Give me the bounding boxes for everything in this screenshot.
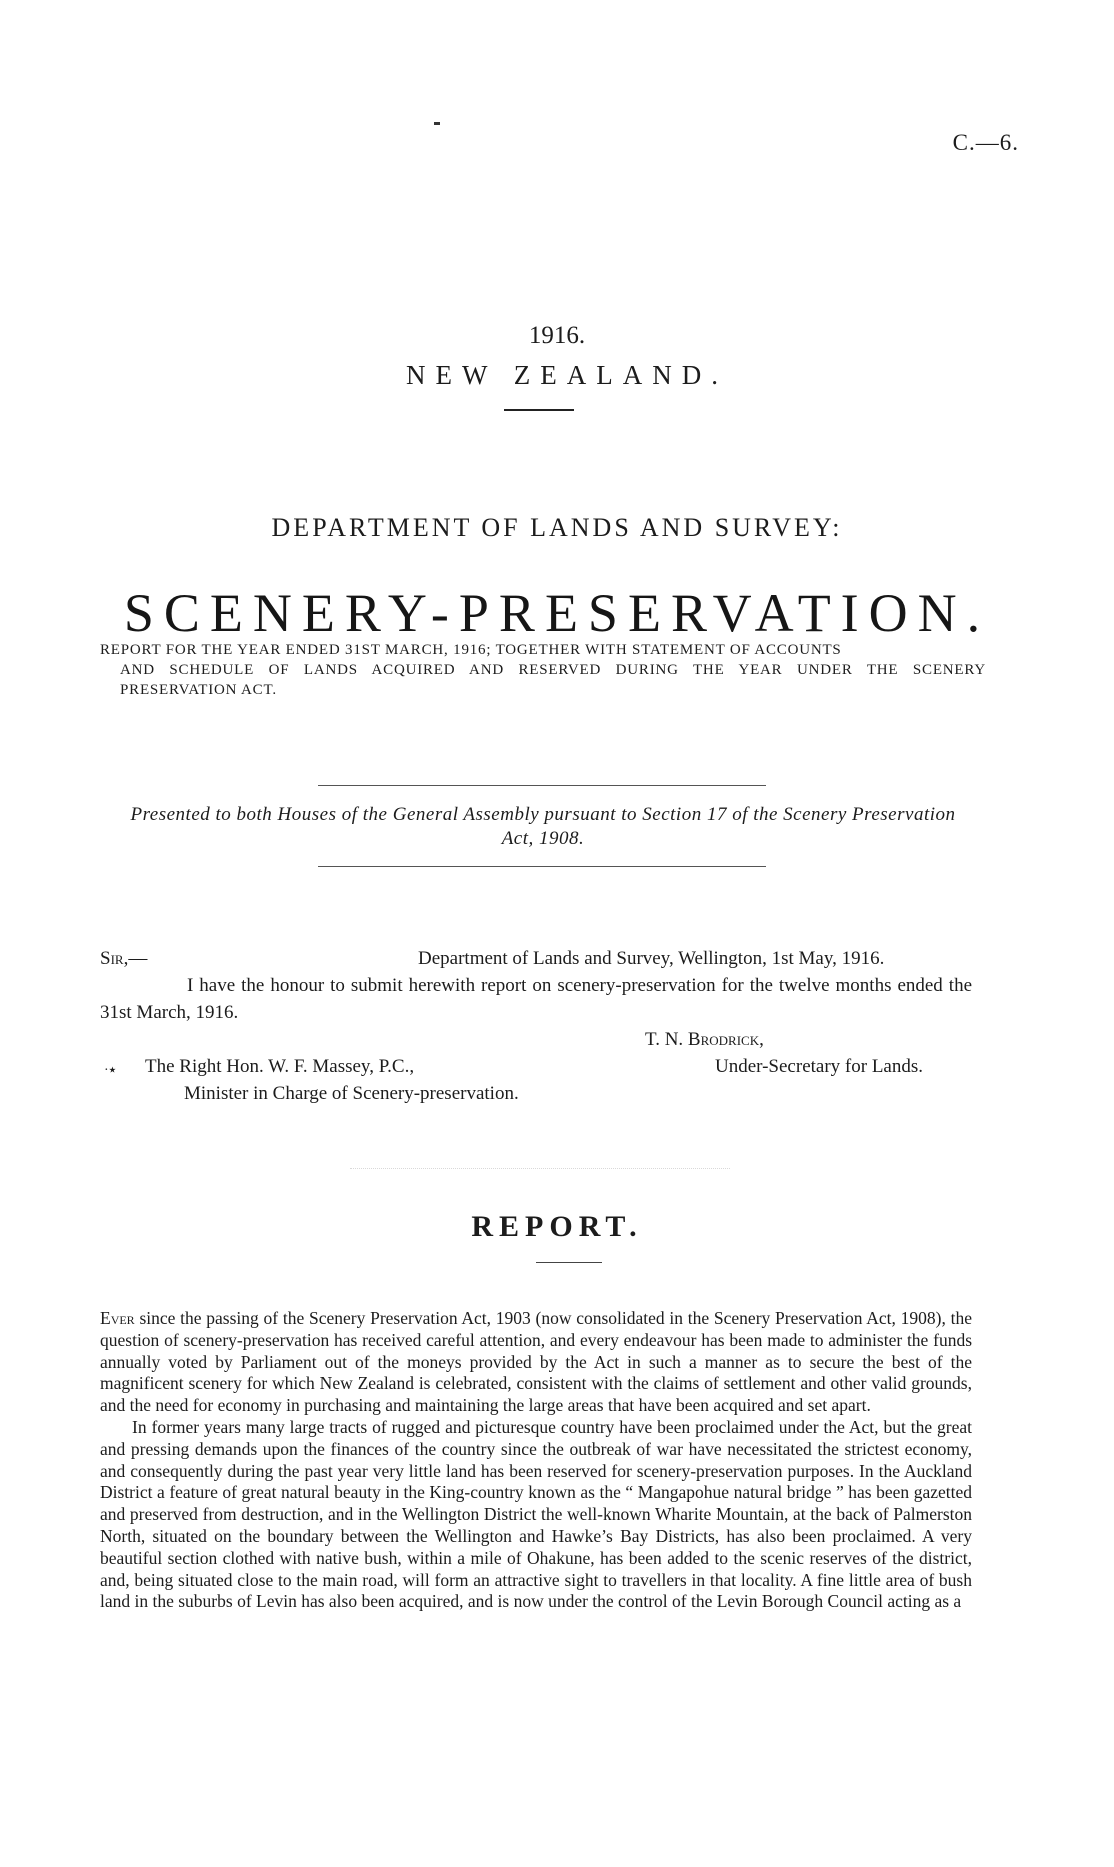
divider-rule — [504, 409, 574, 411]
divider-rule — [536, 1262, 602, 1263]
document-title: SCENERY-PRESERVATION. — [123, 583, 991, 643]
presentation-line-1: Presented to both Houses of the General Assembly pursuant to Section 17 of the Scenery Preservation — [130, 804, 956, 825]
faint-rule — [350, 1168, 730, 1169]
divider-rule — [318, 866, 766, 867]
signer-name: T. N. Brodrick, — [645, 1029, 764, 1050]
year: 1916. — [528, 322, 586, 349]
department-heading: DEPARTMENT OF LANDS AND SURVEY: — [271, 513, 843, 542]
paragraph-text: since the passing of the Scenery Preservation Act, 1903 (now consolidated in the Scenery Preservation Act, 1908), the question of scenery-preservation has received careful attention, and every endeavour has been made to administer the funds annually voted by Parliament out of the moneys provided by the Act in such a manner as to secure the best of the magnificent scenery for which New Zealand is celebrated, consistent with the claims of settlement and other valid grounds, and the need for economy in purchasing and maintaining the large areas that have been acquired and set apart. — [100, 1308, 972, 1416]
report-subtitle — [100, 640, 986, 700]
salutation: Sir,— — [100, 948, 148, 969]
dateline: Department of Lands and Survey, Wellington, 1st May, 1916. — [418, 948, 885, 969]
report-paragraph-1 — [100, 1308, 972, 1417]
page-reference: C.—6. — [952, 130, 1019, 155]
paragraph-lead-word: Ever — [100, 1308, 135, 1328]
report-body — [100, 1308, 972, 1613]
ink-mark: ·٭ — [104, 1063, 117, 1078]
addressee-title: Minister in Charge of Scenery-preservation. — [184, 1083, 519, 1104]
presentation-line-2: Act, 1908. — [501, 828, 585, 849]
letter-body: I have the honour to submit herewith report on scenery-preservation for the twelve months ended the 31st March, 1916. — [100, 975, 972, 1023]
ink-mark — [434, 122, 440, 125]
addressee-name: The Right Hon. W. F. Massey, P.C., — [145, 1056, 415, 1077]
subtitle-line-2: AND SCHEDULE OF LANDS ACQUIRED AND RESERVED DURING THE YEAR UNDER THE SCENERY PRESERVATION ACT. — [120, 662, 986, 698]
country-heading: NEW ZEALAND. — [406, 360, 728, 390]
report-paragraph-2: In former years many large tracts of rugged and picturesque country have been proclaimed under the Act, but the great and pressing demands upon the finances of the country since the outbreak of war have necessitated the strictest economy, and consequently during the past year very little land has been reserved for scenery-preservation purposes. In the Auckland District a feature of great natural beauty in the King-country known as the “ Mangapohue natural bridge ” has been gazetted and preserved from destruction, and in the Wellington District the well-known Wharite Mountain, at the back of Palmerston North, situated on the boundary between the Wellington and Hawke’s Bay Districts, has also been proclaimed. A very beautiful section clothed with native bush, within a mile of Ohakune, has been added to the scenic reserves of the district, and, being situated close to the main road, will form an attractive sight to travellers in that locality. A fine little area of bush land in the suburbs of Levin has also been acquired, and is now under the control of the Levin Borough Council acting as a — [100, 1416, 972, 1612]
divider-rule — [318, 785, 766, 786]
signer-title: Under-Secretary for Lands. — [715, 1056, 923, 1077]
subtitle-line-1: REPORT FOR THE YEAR ENDED 31ST MARCH, 1916; TOGETHER WITH STATEMENT OF ACCOUNTS — [100, 642, 842, 658]
presentation-note — [100, 803, 986, 851]
report-heading: REPORT. — [471, 1210, 643, 1243]
